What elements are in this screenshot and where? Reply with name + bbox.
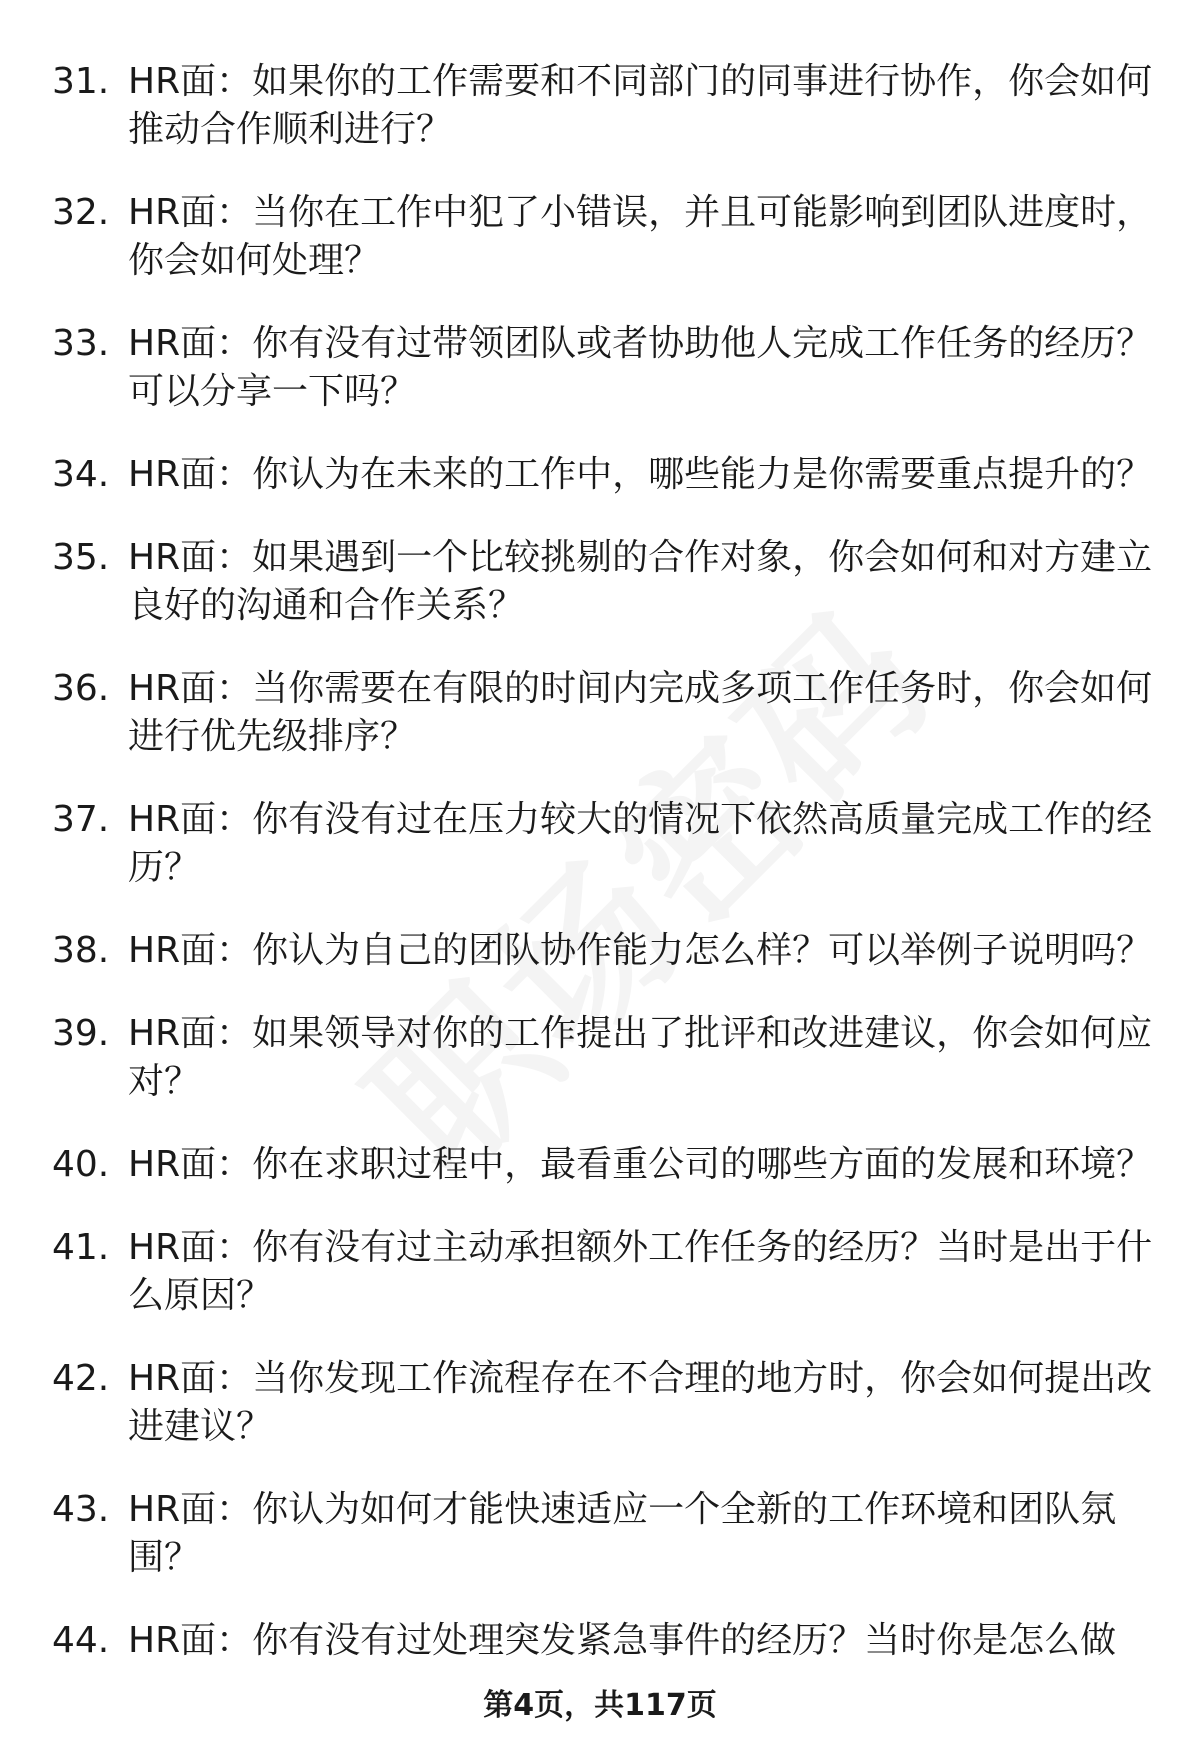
question-number: 38. (52, 930, 110, 971)
question-text: HR面：你有没有过处理突发紧急事件的经历？当时你是怎么做 (128, 1620, 1117, 1661)
question-text: HR面：如果遇到一个比较挑剔的合作对象，你会如何和对方建立良好的沟通和合作关系？ (128, 537, 1153, 626)
question-item (0, 796, 1200, 892)
question-number: 33. (52, 323, 110, 364)
question-item (0, 1486, 1200, 1582)
question-text: HR面：你有没有过在压力较大的情况下依然高质量完成工作的经历？ (128, 799, 1153, 888)
question-text: HR面：你在求职过程中，最看重公司的哪些方面的发展和环境？ (128, 1144, 1153, 1185)
question-item (0, 189, 1200, 285)
question-item (0, 1617, 1200, 1665)
question-number: 36. (52, 668, 110, 709)
question-text: HR面：你认为如何才能快速适应一个全新的工作环境和团队氛围？ (128, 1489, 1117, 1578)
question-text: HR面：你认为在未来的工作中，哪些能力是你需要重点提升的？ (128, 454, 1153, 495)
question-number: 37. (52, 799, 110, 840)
question-number: 34. (52, 454, 110, 495)
question-item (0, 1010, 1200, 1106)
question-number: 31. (52, 61, 110, 102)
question-item (0, 1355, 1200, 1451)
question-text: HR面：你有没有过主动承担额外工作任务的经历？当时是出于什么原因？ (128, 1227, 1153, 1316)
question-text: HR面：当你发现工作流程存在不合理的地方时，你会如何提出改进建议？ (128, 1358, 1153, 1447)
question-number: 32. (52, 192, 110, 233)
question-text: HR面：当你在工作中犯了小错误，并且可能影响到团队进度时，你会如何处理？ (128, 192, 1153, 281)
question-text: HR面：你有没有过带领团队或者协助他人完成工作任务的经历？可以分享一下吗？ (128, 323, 1153, 412)
question-text: HR面：你认为自己的团队协作能力怎么样？可以举例子说明吗？ (128, 930, 1153, 971)
question-item (0, 665, 1200, 761)
question-item (0, 58, 1200, 154)
question-item (0, 927, 1200, 975)
question-item (0, 1141, 1200, 1189)
question-item (0, 1224, 1200, 1320)
question-text: HR面：如果你的工作需要和不同部门的同事进行协作，你会如何推动合作顺利进行？ (128, 61, 1153, 150)
question-number: 42. (52, 1358, 110, 1399)
question-number: 35. (52, 537, 110, 578)
question-number: 43. (52, 1489, 110, 1530)
question-number: 39. (52, 1013, 110, 1054)
question-number: 44. (52, 1620, 110, 1661)
question-text: HR面：如果领导对你的工作提出了批评和改进建议，你会如何应对？ (128, 1013, 1153, 1102)
question-number: 41. (52, 1227, 110, 1268)
question-text: HR面：当你需要在有限的时间内完成多项工作任务时，你会如何进行优先级排序？ (128, 668, 1153, 757)
question-number: 40. (52, 1144, 110, 1185)
question-item (0, 451, 1200, 499)
question-list (0, 58, 1200, 1700)
question-item (0, 534, 1200, 630)
question-item (0, 320, 1200, 416)
page-footer: 第4页，共117页 (483, 1688, 717, 1723)
